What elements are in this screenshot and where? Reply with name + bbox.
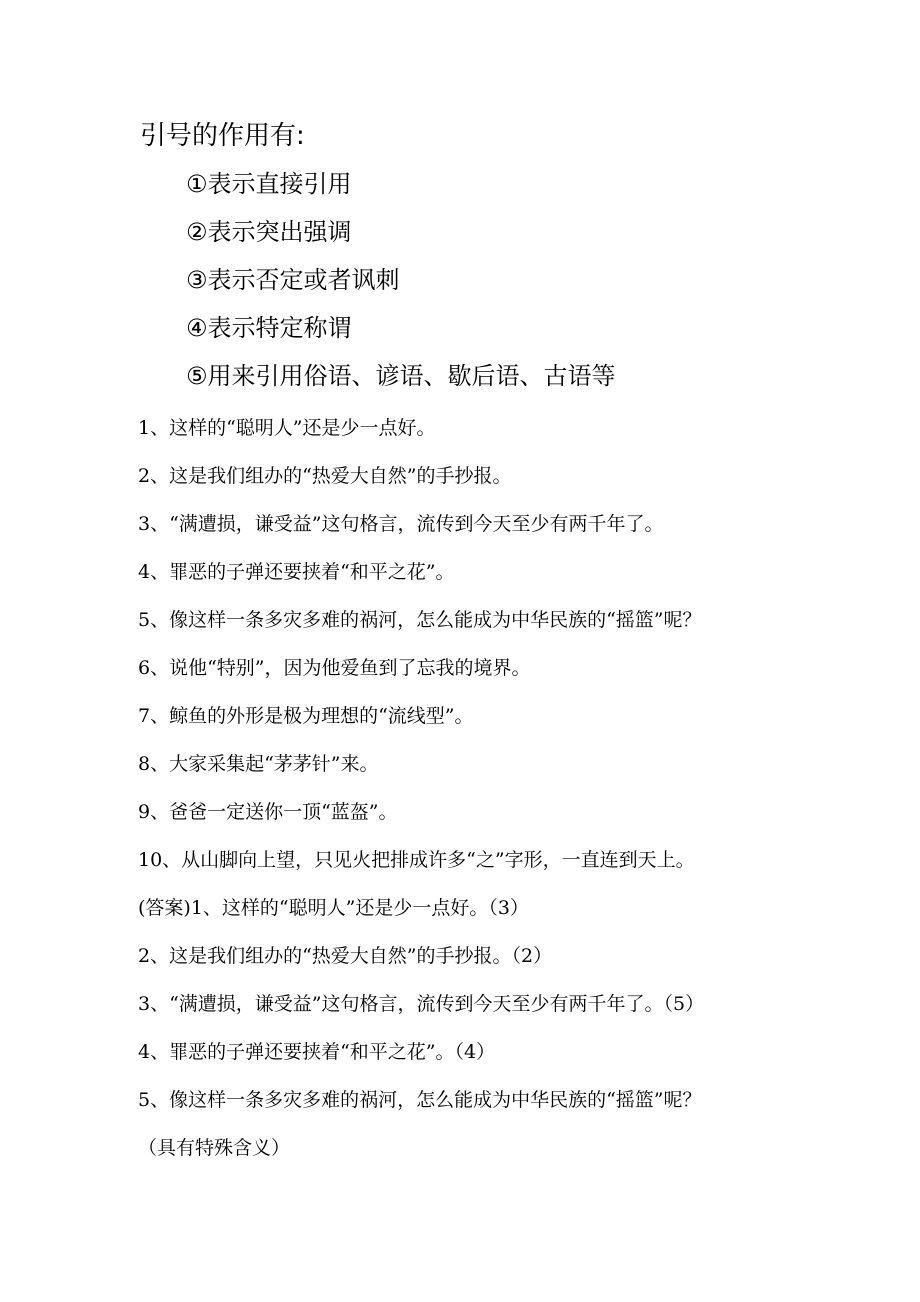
sentence-line: 9、爸爸一定送你一顶“蓝盔”。	[138, 801, 398, 823]
answer-line: 4、罪恶的子弹还要挟着“和平之花”。（4）	[138, 1041, 496, 1063]
sentence-line: 1、这样的“聪明人”还是少一点好。	[138, 417, 436, 439]
answer-line: (答案)1、这样的“聪明人”还是少一点好。（3）	[138, 897, 529, 919]
answer-line: 2、这是我们组办的“热爱大自然”的手抄报。（2）	[138, 945, 553, 967]
quote-uses-list	[186, 164, 616, 404]
sentence-line: 6、说他“特别”，因为他爱鱼到了忘我的境界。	[138, 657, 531, 679]
quote-use-item: ②表示突出强调	[186, 218, 352, 246]
answer-note: （具有特殊含义）	[138, 1137, 291, 1159]
answer-line: 3、“满遭损，谦受益”这句格言，流传到今天至少有两千年了。（5）	[138, 993, 705, 1015]
sentence-line: 7、鲸鱼的外形是极为理想的“流线型”。	[138, 705, 474, 727]
page-heading: 引号的作用有:	[140, 121, 305, 151]
sentence-line: 3、“满遭损，谦受益”这句格言，流传到今天至少有两千年了。	[138, 513, 664, 535]
sentence-line: 4、罪恶的子弹还要挟着“和平之花”。	[138, 561, 455, 583]
quote-use-item: ④表示特定称谓	[186, 314, 352, 342]
quote-use-item: ①表示直接引用	[186, 170, 352, 198]
example-sentences	[138, 408, 704, 1176]
sentence-line: 5、像这样一条多灾多难的祸河，怎么能成为中华民族的“摇篮”呢？	[138, 609, 702, 631]
sentence-line: 8、大家采集起“茅茅针”来。	[138, 753, 379, 775]
sentence-line: 10、从山脚向上望，只见火把排成许多“之”字形，一直连到天上。	[138, 849, 695, 871]
sentence-line: 2、这是我们组办的“热爱大自然”的手抄报。	[138, 465, 512, 487]
answer-line: 5、像这样一条多灾多难的祸河，怎么能成为中华民族的“摇篮”呢？	[138, 1089, 702, 1111]
quote-use-item: ③表示否定或者讽刺	[186, 266, 400, 294]
quote-use-item: ⑤用来引用俗语、谚语、歇后语、古语等	[186, 362, 616, 390]
